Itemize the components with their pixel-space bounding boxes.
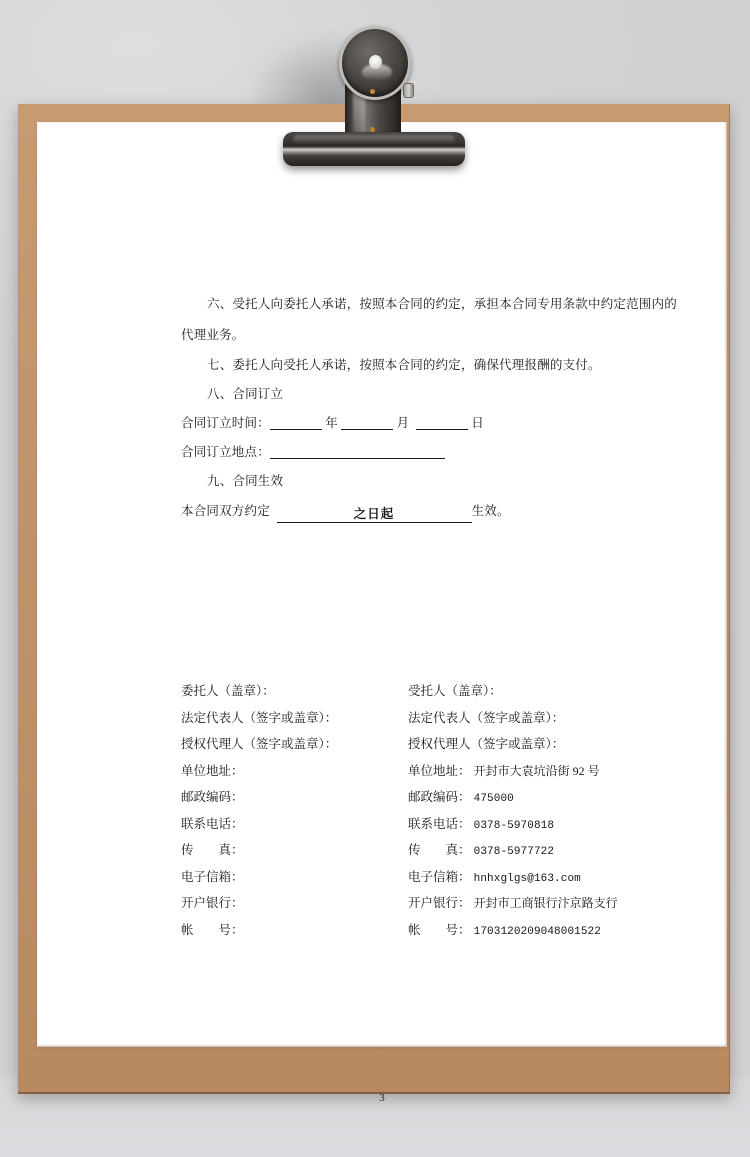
clip-rivet-lower — [370, 127, 375, 132]
sig-row-client-phone — [181, 811, 337, 838]
contract-date-row — [181, 415, 484, 431]
sig-label-client-authorized-agent: 授权代理人（签字或盖章）： — [181, 737, 338, 751]
clip-disc-icon — [339, 26, 411, 100]
page-number: 3 — [379, 1092, 385, 1104]
sig-label-client-bank: 开户银行： — [181, 896, 244, 910]
sig-label-agent-postcode: 邮政编码： — [408, 790, 471, 804]
clipboard-clip[interactable] — [283, 26, 465, 172]
sig-row-agent-bank — [408, 890, 618, 917]
sig-label-agent-fax: 传 真： — [408, 843, 471, 857]
sig-label-agent-address: 单位地址： — [408, 763, 471, 778]
sig-label-client-account: 帐 号： — [181, 922, 244, 937]
sig-value-agent-email[interactable]: hnhxglgs@163.com — [473, 872, 581, 885]
sig-label-agent-account: 帐 号： — [408, 922, 471, 937]
contract-date-year-input[interactable] — [270, 429, 322, 430]
sig-row-client-legal-rep — [181, 705, 337, 732]
sig-label-client-email: 电子信箱： — [181, 869, 244, 884]
sig-label-agent-seal: 受托人（盖章）： — [408, 684, 502, 698]
sig-label-client-postcode: 邮政编码： — [181, 790, 244, 804]
sig-row-agent-phone — [408, 811, 618, 838]
sig-row-client-fax — [181, 837, 337, 864]
sig-row-client-seal — [181, 678, 337, 705]
sig-label-agent-legal-rep: 法定代表人（签字或盖章）： — [408, 710, 565, 725]
sig-value-agent-bank[interactable]: 开封市工商银行汴京路支行 — [473, 896, 618, 910]
sig-row-agent-legal-rep — [408, 705, 618, 732]
signature-column-client — [181, 678, 337, 943]
clip-hinge — [403, 83, 414, 98]
sig-row-agent-seal — [408, 678, 618, 705]
sig-row-client-bank — [181, 890, 337, 917]
contract-date-month-unit: 月 — [396, 416, 410, 430]
effective-date-row — [181, 503, 510, 523]
sig-label-agent-bank: 开户银行： — [408, 896, 471, 910]
sig-value-agent-phone[interactable]: 0378-5970818 — [473, 819, 555, 832]
sig-label-client-fax: 传 真： — [181, 843, 244, 857]
sig-value-agent-postcode[interactable]: 475000 — [473, 793, 514, 805]
contract-date-month-input[interactable] — [341, 429, 393, 430]
clause-7-line-1: 七、委托人向受托人承诺，按照本合同的约定，确保代理报酬的支付。 — [207, 358, 601, 372]
sig-row-client-postcode — [181, 784, 337, 811]
clip-bar-highlight — [293, 135, 455, 144]
clip-disc-hole — [369, 55, 382, 69]
document-body — [37, 122, 727, 1104]
contract-place-input[interactable] — [270, 458, 445, 459]
signature-column-agent — [408, 678, 618, 943]
sig-label-agent-email: 电子信箱： — [408, 869, 471, 884]
sig-value-agent-account[interactable]: 1703120209048001522 — [473, 925, 601, 938]
sig-label-agent-authorized-agent: 授权代理人（签字或盖章）： — [408, 737, 565, 751]
sig-row-agent-postcode — [408, 784, 618, 811]
sig-row-agent-address — [408, 758, 618, 785]
effective-date-suffix: 生效。 — [471, 504, 510, 518]
sig-label-client-address: 单位地址： — [181, 763, 244, 778]
contract-place-label: 合同订立地点： — [181, 445, 270, 459]
sig-row-client-email — [181, 864, 337, 891]
sig-label-agent-phone: 联系电话： — [408, 816, 471, 831]
sig-label-client-legal-rep: 法定代表人（签字或盖章）： — [181, 710, 338, 725]
sig-row-client-address — [181, 758, 337, 785]
sig-label-client-seal: 委托人（盖章）： — [181, 684, 275, 698]
sig-row-client-account — [181, 917, 337, 944]
clipboard-board — [18, 104, 730, 1104]
contract-paper — [37, 122, 727, 1104]
contract-date-day-input[interactable] — [416, 429, 468, 430]
sig-value-agent-fax[interactable]: 0378-5977722 — [473, 846, 555, 858]
sig-row-client-authorized-agent — [181, 731, 337, 758]
sig-row-agent-authorized-agent — [408, 731, 618, 758]
clip-rivet-upper — [370, 89, 375, 94]
contract-date-label: 合同订立时间： — [181, 416, 270, 430]
section-9-heading: 九、合同生效 — [207, 474, 284, 488]
contract-date-year-unit: 年 — [325, 416, 338, 430]
sig-row-agent-account — [408, 917, 618, 944]
sig-row-agent-email — [408, 864, 618, 891]
sig-value-agent-address[interactable]: 开封市大袁坑沿街 92 号 — [473, 763, 600, 778]
sig-label-client-phone: 联系电话： — [181, 816, 244, 831]
section-8-heading: 八、合同订立 — [207, 387, 284, 401]
clause-6-line-2: 代理业务。 — [181, 328, 245, 342]
effective-date-input[interactable]: 之日起 — [277, 506, 472, 523]
contract-date-day-unit: 日 — [471, 416, 484, 430]
clause-6-line-1: 六、受托人向委托人承诺，按照本合同的约定，承担本合同专用条款中约定范围内的 — [207, 297, 677, 311]
effective-date-prefix: 本合同双方约定 — [181, 504, 270, 518]
sig-row-agent-fax — [408, 837, 618, 864]
contract-place-row — [181, 444, 445, 460]
